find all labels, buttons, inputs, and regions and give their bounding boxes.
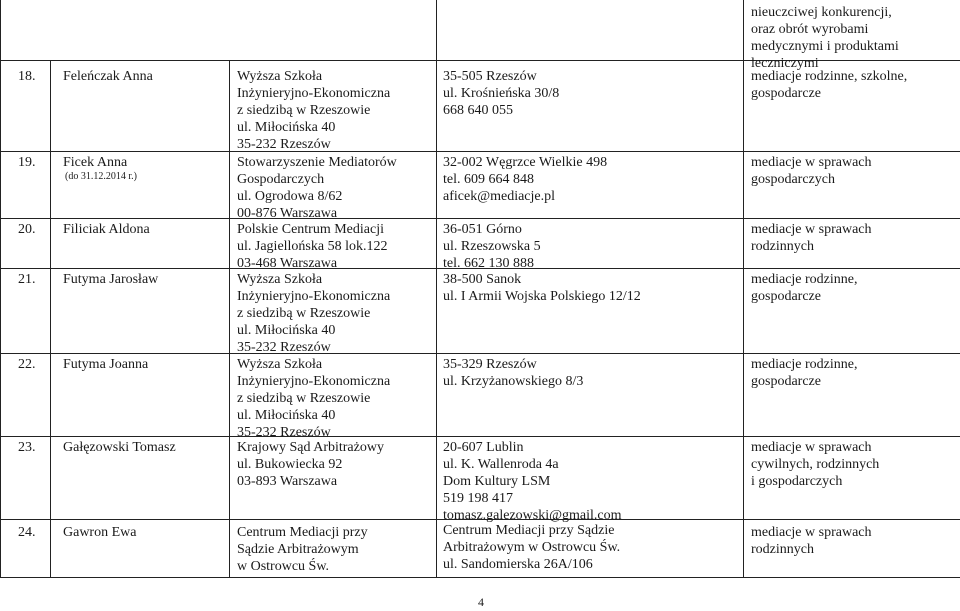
mediator-name: Feleńczak Anna bbox=[63, 69, 153, 84]
specialization-line: rodzinnych bbox=[751, 239, 814, 254]
specialization-line: mediacje rodzinne, bbox=[751, 357, 858, 372]
page-number: 4 bbox=[478, 595, 484, 609]
specialization-line: gospodarcze bbox=[751, 289, 821, 304]
specialization-line: mediacje w sprawach bbox=[751, 155, 872, 170]
row-border bbox=[0, 436, 960, 437]
specialization-line: gospodarcze bbox=[751, 374, 821, 389]
continuation-line: leczniczymi bbox=[751, 56, 819, 71]
contact-line: 35-505 Rzeszów bbox=[443, 69, 537, 84]
institution-line: Wyższa Szkoła bbox=[237, 272, 323, 287]
specialization-cell bbox=[751, 524, 872, 558]
contact-cell bbox=[443, 439, 622, 524]
contact-line: 519 198 417 bbox=[443, 491, 513, 506]
mediator-name: Futyma Jarosław bbox=[63, 272, 159, 287]
institution-cell bbox=[237, 271, 390, 356]
col-border bbox=[50, 60, 51, 578]
mediator-name: Futyma Joanna bbox=[63, 357, 149, 372]
contact-line: 668 640 055 bbox=[443, 103, 513, 118]
institution-line: ul. Bukowiecka 92 bbox=[237, 457, 343, 472]
institution-line: Inżynieryjno-Ekonomiczna bbox=[237, 289, 391, 304]
mediator-name: Gawron Ewa bbox=[63, 525, 137, 540]
contact-line: Dom Kultury LSM bbox=[443, 474, 551, 489]
institution-line: Sądzie Arbitrażowym bbox=[237, 542, 359, 557]
row-border bbox=[0, 218, 960, 219]
institution-line: Polskie Centrum Mediacji bbox=[237, 222, 384, 237]
continuation-line: medycznymi i produktami bbox=[751, 39, 899, 54]
contact-line: ul. Krośnieńska 30/8 bbox=[443, 86, 560, 101]
row-number: 24. bbox=[18, 525, 36, 540]
row-border bbox=[0, 151, 960, 152]
contact-cell bbox=[443, 271, 641, 305]
institution-line: 35-232 Rzeszów bbox=[237, 137, 331, 152]
institution-line: 03-468 Warszawa bbox=[237, 256, 338, 271]
institution-line: 03-893 Warszawa bbox=[237, 474, 338, 489]
contact-line: ul. I Armii Wojska Polskiego 12/12 bbox=[443, 289, 641, 304]
contact-email[interactable]: tomasz.galezowski@gmail.com bbox=[443, 508, 622, 523]
continuation-cell bbox=[751, 4, 899, 72]
institution-cell bbox=[237, 68, 390, 153]
institution-line: ul. Jagiellońska 58 lok.122 bbox=[237, 239, 388, 254]
contact-line: Centrum Mediacji przy Sądzie bbox=[443, 523, 615, 538]
mediator-name: Ficek Anna bbox=[63, 155, 128, 170]
institution-line: z siedzibą w Rzeszowie bbox=[237, 391, 371, 406]
institution-line: ul. Miłocińska 40 bbox=[237, 408, 336, 423]
specialization-line: mediacje w sprawach bbox=[751, 222, 872, 237]
institution-line: Wyższa Szkoła bbox=[237, 357, 323, 372]
col-border-left bbox=[0, 0, 1, 578]
mediator-name-note: (do 31.12.2014 r.) bbox=[65, 171, 137, 182]
row-border bbox=[0, 353, 960, 354]
continuation-line: oraz obrót wyrobami bbox=[751, 22, 869, 37]
contact-cell bbox=[443, 68, 559, 119]
col-border bbox=[229, 60, 230, 578]
institution-line: w Ostrowcu Św. bbox=[237, 559, 330, 574]
specialization-cell bbox=[751, 356, 858, 390]
institution-line: Krajowy Sąd Arbitrażowy bbox=[237, 440, 384, 455]
row-number: 21. bbox=[18, 272, 36, 287]
specialization-line: cywilnych, rodzinnych bbox=[751, 457, 880, 472]
contact-cell bbox=[443, 356, 583, 390]
contact-email[interactable]: aficek@mediacje.pl bbox=[443, 189, 555, 204]
specialization-line: rodzinnych bbox=[751, 542, 814, 557]
contact-line: Arbitrażowym w Ostrowcu Św. bbox=[443, 540, 621, 555]
institution-line: ul. Miłocińska 40 bbox=[237, 323, 336, 338]
institution-line: 35-232 Rzeszów bbox=[237, 425, 331, 440]
institution-cell bbox=[237, 439, 384, 490]
specialization-line: mediacje rodzinne, bbox=[751, 272, 858, 287]
institution-line: Inżynieryjno-Ekonomiczna bbox=[237, 86, 391, 101]
contact-line: 20-607 Lublin bbox=[443, 440, 524, 455]
institution-line: 00-876 Warszawa bbox=[237, 206, 338, 221]
institution-line: Centrum Mediacji przy bbox=[237, 525, 368, 540]
mediator-name: Gałęzowski Tomasz bbox=[63, 440, 176, 455]
contact-cell bbox=[443, 522, 620, 573]
specialization-line: gospodarcze bbox=[751, 86, 821, 101]
mediator-name: Filiciak Aldona bbox=[63, 222, 150, 237]
specialization-cell bbox=[751, 271, 858, 305]
row-number: 19. bbox=[18, 155, 36, 170]
contact-line: ul. K. Wallenroda 4a bbox=[443, 457, 559, 472]
institution-line: ul. Miłocińska 40 bbox=[237, 120, 336, 135]
col-border bbox=[436, 0, 437, 578]
row-number: 22. bbox=[18, 357, 36, 372]
contact-line: ul. Rzeszowska 5 bbox=[443, 239, 541, 254]
institution-line: Gospodarczych bbox=[237, 172, 325, 187]
contact-line: 36-051 Górno bbox=[443, 222, 522, 237]
specialization-line: mediacje w sprawach bbox=[751, 440, 872, 455]
contact-line: ul. Sandomierska 26A/106 bbox=[443, 557, 593, 572]
contact-line: 32-002 Węgrzce Wielkie 498 bbox=[443, 155, 608, 170]
institution-line: z siedzibą w Rzeszowie bbox=[237, 103, 371, 118]
institution-cell bbox=[237, 221, 388, 272]
specialization-cell bbox=[751, 221, 872, 255]
row-number: 18. bbox=[18, 69, 36, 84]
row-border-bottom bbox=[0, 577, 960, 578]
institution-cell bbox=[237, 356, 390, 441]
institution-line: Stowarzyszenie Mediatorów bbox=[237, 155, 397, 170]
institution-line: 35-232 Rzeszów bbox=[237, 340, 331, 355]
specialization-cell bbox=[751, 68, 907, 102]
contact-line: tel. 609 664 848 bbox=[443, 172, 534, 187]
continuation-line: nieuczciwej konkurencji, bbox=[751, 5, 892, 20]
specialization-cell bbox=[751, 439, 879, 490]
specialization-line: mediacje w sprawach bbox=[751, 525, 872, 540]
contact-cell bbox=[443, 154, 607, 205]
row-number: 20. bbox=[18, 222, 36, 237]
institution-line: ul. Ogrodowa 8/62 bbox=[237, 189, 343, 204]
institution-cell bbox=[237, 154, 397, 222]
institution-cell bbox=[237, 524, 368, 575]
institution-line: z siedzibą w Rzeszowie bbox=[237, 306, 371, 321]
specialization-line: mediacje rodzinne, szkolne, bbox=[751, 69, 908, 84]
specialization-line: i gospodarczych bbox=[751, 474, 843, 489]
contact-line: 38-500 Sanok bbox=[443, 272, 522, 287]
institution-line: Wyższa Szkoła bbox=[237, 69, 323, 84]
row-number: 23. bbox=[18, 440, 36, 455]
specialization-cell bbox=[751, 154, 872, 188]
contact-line: ul. Krzyżanowskiego 8/3 bbox=[443, 374, 584, 389]
contact-line: tel. 662 130 888 bbox=[443, 256, 534, 271]
contact-cell bbox=[443, 221, 541, 272]
col-border bbox=[743, 0, 744, 578]
specialization-line: gospodarczych bbox=[751, 172, 835, 187]
contact-line: 35-329 Rzeszów bbox=[443, 357, 537, 372]
institution-line: Inżynieryjno-Ekonomiczna bbox=[237, 374, 391, 389]
